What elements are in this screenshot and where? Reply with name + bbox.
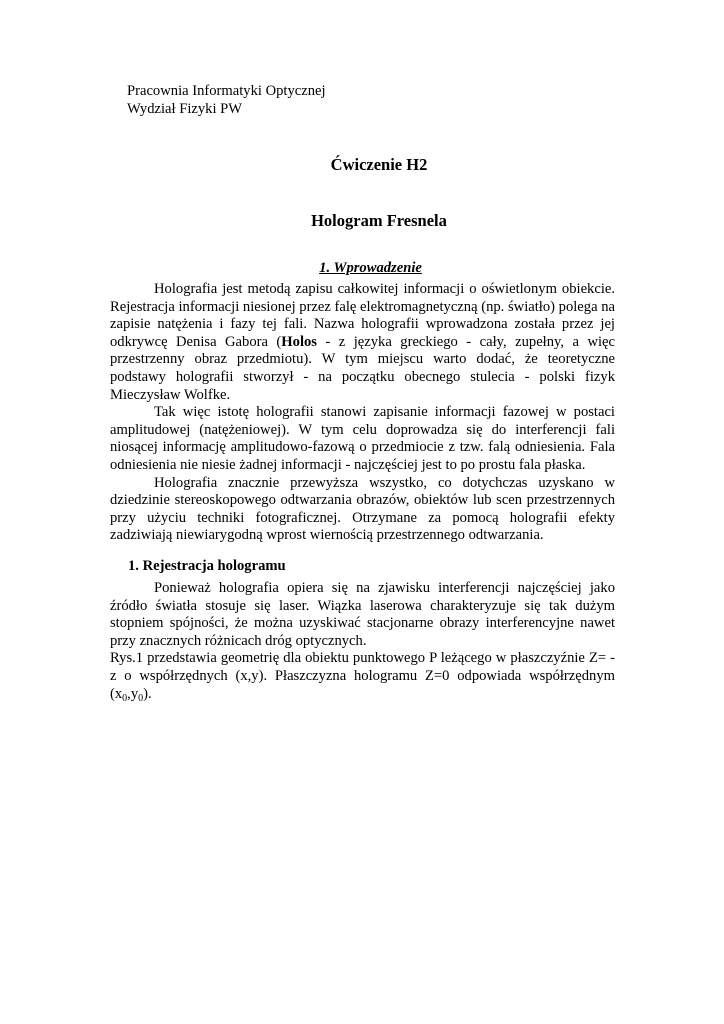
intro-paragraph-2: Tak więc istotę holografii stanowi zapisanie informacji fazowej w postaci amplitudowej (natężeniowej). W tym celu doprowadza się do interferencji fali niosącej informację amplitudowo-fazową o przedmiocie z tzw. falą odniesienia. Fala odniesienia nie niesie żadnej informacji - najczęściej jest to po prostu fala płaska. [110,404,615,473]
header-line-1: Pracownia Informatyki Optycznej [127,83,326,99]
reg-p2-text-b: ,y [127,685,139,702]
registration-body [110,580,615,703]
intro-p1-bold: Holos [281,333,317,350]
header-line-2: Wydział Fizyki PW [127,100,243,117]
section-heading-introduction: 1. Wprowadzenie [319,260,422,276]
reg-p2-text-c: ). [143,685,152,702]
exercise-title: Ćwiczenie H2 [330,155,428,174]
subscript-0-b: 0 [138,692,144,704]
introduction-body [110,281,615,545]
subscript-0-a: 0 [122,692,128,704]
registration-paragraph-1: Ponieważ holografia opiera się na zjawisku interferencji najczęściej jako źródło światła stosuje się laser. Wiązka laserowa charakteryzuje się tak dużym stopniem spójności, że można uzyskiwać stacjonarne obrazy interferencyjne nawet przy znacznych różnicach dróg optycznych. [110,580,615,649]
registration-paragraph-2 [110,650,615,703]
intro-paragraph-1 [110,281,615,404]
intro-p1-text-b: - z języka greckiego - cały, zupełny, a więc przestrzenny obraz przedmiotu). W tym miejscu warto dodać, że teoretyczne podstawy holografii stworzył - na początku obecnego stulecia - polski fizyk Mieczysław Wolfke. [110,333,615,403]
document-subtitle: Hologram Fresnela [311,211,447,230]
intro-paragraph-3: Holografia znacznie przewyższa wszystko, co dotychczas uzyskano w dziedzinie stereoskopowego odtwarzania obrazów, obiektów lub scen przestrzennych przy użyciu techniki fotograficznej. Otrzymane za pomocą holografii efekty zadziwiają niewiarygodną wprost wiernością przestrzennego odtwarzania. [110,474,615,544]
reg-p2-text-a: Rys.1 przedstawia geometrię dla obiektu punktowego P leżącego w płaszczyźnie Z= -z o współrzędnych (x,y). Płaszczyzna hologramu Z=0 odpowiada współrzędnym (x [110,650,615,702]
document-header [127,83,326,118]
section-heading-registration: 1. Rejestracja hologramu [128,558,286,574]
intro-p1-text-a: Holografia jest metodą zapisu całkowitej informacji o oświetlonym obiekcie. Rejestracja informacji niesionej przez falę elektromagnetyczną (np. światło) polega na zapisie natężenia i fazy tej fali. Nazwa holografii wprowadzona została przez jej odkrywcę Denisa Gabora ( [110,281,615,350]
